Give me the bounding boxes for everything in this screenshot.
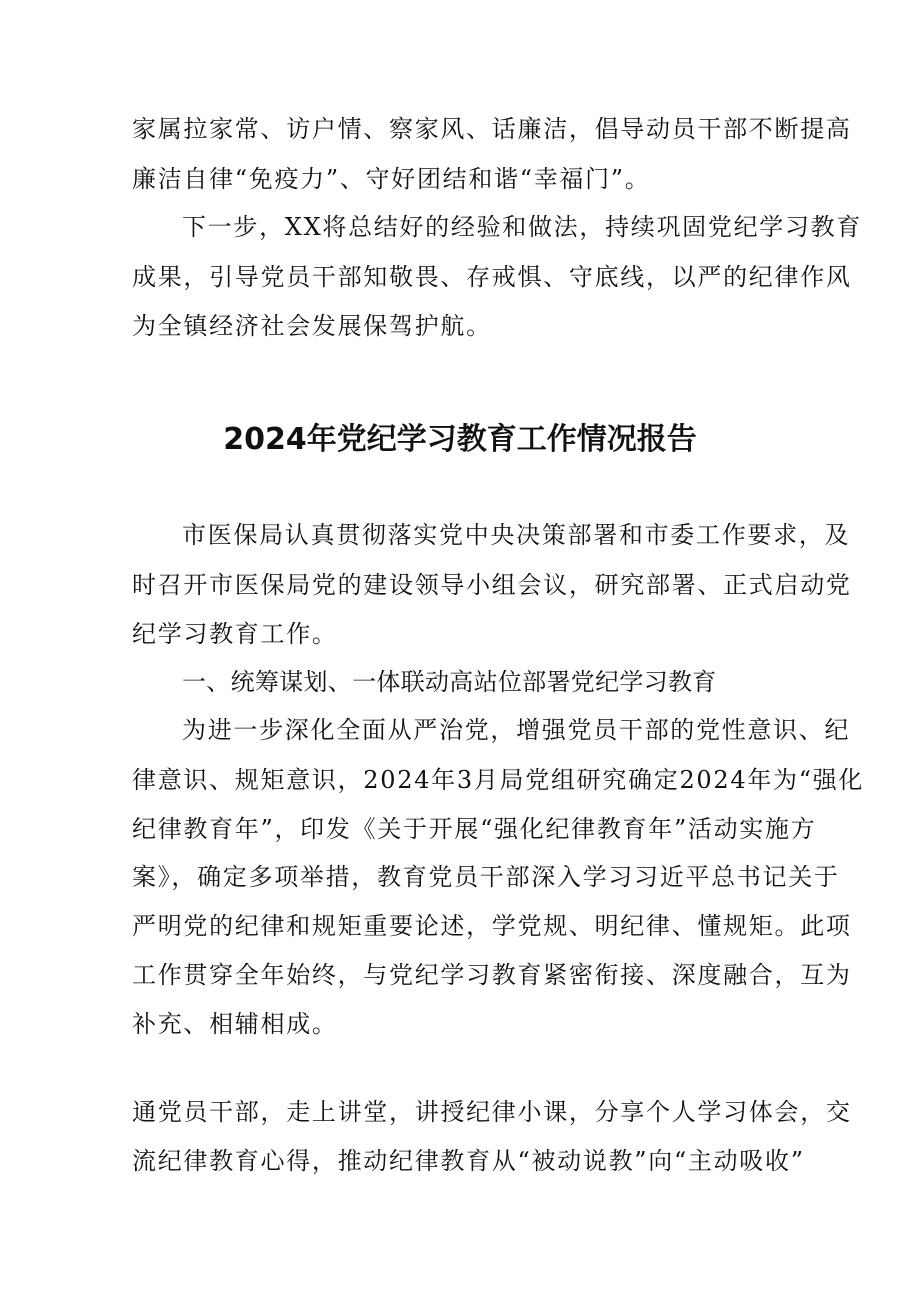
paragraph-line: 为进一步深化全面从严治党，增强党员干部的党性意识、纪 <box>182 716 851 744</box>
paragraph-line: 廉洁自律“免疫力”、守好团结和谐“幸福门”。 <box>132 165 651 193</box>
paragraph-line: 律意识、规矩意识，2024年3月局党组研究确定2024年为“强化 <box>132 766 865 794</box>
paragraph-line: 严明党的纪律和规矩重要论述，学党规、明纪律、懂规矩。此项 <box>132 912 852 940</box>
paragraph-line: 补充、相辅相成。 <box>132 1010 338 1038</box>
paragraph-line: 家属拉家常、访户情、察家风、话廉洁，倡导动员干部不断提高 <box>132 115 852 143</box>
document-title: 2024年党纪学习教育工作情况报告 <box>223 422 697 457</box>
paragraph-line: 工作贯穿全年始终，与党纪学习教育紧密衔接、深度融合，互为 <box>132 961 852 989</box>
paragraph-line: 为全镇经济社会发展保驾护航。 <box>132 312 492 340</box>
paragraph-line: 流纪律教育心得，推动纪律教育从“被动说教”向“主动吸收” <box>132 1147 805 1175</box>
paragraph-line: 纪学习教育工作。 <box>132 620 338 648</box>
paragraph-line: 下一步，XX将总结好的经验和做法，持续巩固党纪学习教育 <box>182 213 863 241</box>
paragraph-line: 通党员干部，走上讲堂，讲授纪律小课，分享个人学习体会，交 <box>132 1098 852 1126</box>
paragraph-line: 市医保局认真贯彻落实党中央决策部署和市委工作要求，及 <box>182 521 851 549</box>
section-heading: 一、统筹谋划、一体联动高站位部署党纪学习教育 <box>182 668 717 696</box>
paragraph-line: 纪律教育年”，印发《关于开展“强化纪律教育年”活动实施方 <box>132 815 817 843</box>
paragraph-line: 成果，引导党员干部知敬畏、存戒惧、守底线，以严的纪律作风 <box>132 263 852 291</box>
paragraph-line: 案》，确定多项举措，教育党员干部深入学习习近平总书记关于 <box>132 863 840 891</box>
paragraph-line: 时召开市医保局党的建设领导小组会议，研究部署、正式启动党 <box>132 571 852 599</box>
